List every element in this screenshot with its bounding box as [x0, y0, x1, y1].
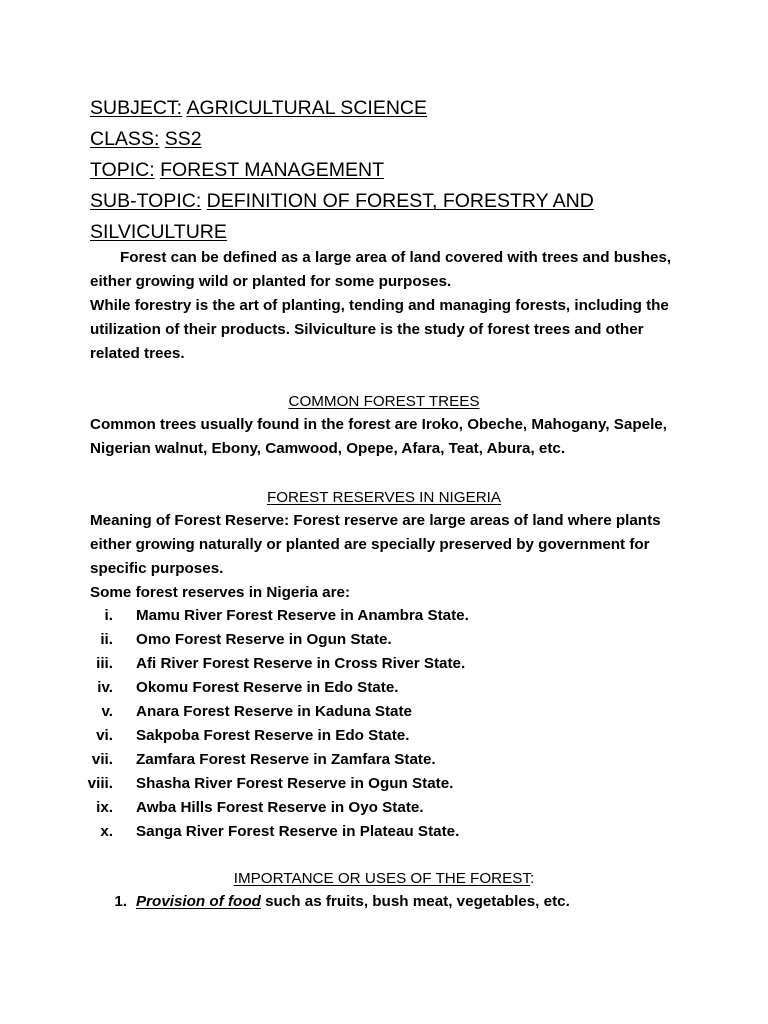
list-item-number: v. [101, 703, 113, 720]
subtopic-line-2 [90, 220, 227, 244]
importance-item-number: 1. [114, 893, 127, 910]
reserves-meaning: Meaning of Forest Reserve: Forest reserve are large areas of land where plants either growing naturally or planted are specially preserved by government for specific purposes. [90, 512, 661, 577]
importance-item-text: such as fruits, bush meat, vegetables, etc. [260, 893, 570, 910]
intro-paragraph-2: While forestry is the art of planting, tending and managing forests, including the utilization of their products. Silviculture is the study of forest trees and other related trees. [90, 297, 669, 362]
topic-label: TOPIC: [90, 159, 155, 181]
subtopic-value-line2: SILVICULTURE [90, 221, 227, 243]
list-item [0, 652, 768, 676]
list-item [0, 724, 768, 748]
importance-item-body [136, 890, 570, 914]
list-item [0, 748, 768, 772]
reserves-list [0, 604, 768, 844]
list-item-number: x. [100, 823, 113, 840]
importance-heading [0, 867, 768, 891]
list-item-number: viii. [87, 775, 113, 792]
list-item-number: ii. [100, 631, 113, 648]
reserves-heading-text: FOREST RESERVES IN NIGERIA [266, 489, 502, 506]
class-label: CLASS: [90, 128, 160, 150]
list-item [0, 676, 768, 700]
list-item [0, 604, 768, 628]
topic-value: FOREST MANAGEMENT [160, 159, 384, 181]
list-item-text: Afi River Forest Reserve in Cross River State. [136, 655, 466, 672]
importance-item-term: Provision of food [136, 893, 261, 910]
class-value: SS2 [164, 128, 202, 150]
topic-line [90, 158, 384, 182]
list-item-text: Omo Forest Reserve in Ogun State. [136, 631, 392, 648]
list-item-text: Okomu Forest Reserve in Edo State. [136, 679, 399, 696]
list-item-text: Sanga River Forest Reserve in Plateau State. [136, 823, 460, 840]
importance-heading-colon: : [529, 870, 535, 887]
list-item [0, 820, 768, 844]
importance-heading-text: IMPORTANCE OR USES OF THE FOREST [233, 870, 530, 887]
list-item [0, 628, 768, 652]
subject-line [90, 96, 427, 120]
subtopic-value-line1: DEFINITION OF FOREST, FORESTRY AND [206, 190, 594, 212]
list-item-number: ix. [96, 799, 113, 816]
list-item [0, 772, 768, 796]
list-item-text: Anara Forest Reserve in Kaduna State [136, 703, 413, 720]
list-item [0, 796, 768, 820]
list-item-text: Awba Hills Forest Reserve in Oyo State. [136, 799, 424, 816]
list-item-text: Shasha River Forest Reserve in Ogun State. [136, 775, 454, 792]
importance-list-item [0, 890, 768, 914]
subject-label: SUBJECT: [90, 97, 183, 119]
common-trees-heading-text: COMMON FOREST TREES [288, 393, 480, 410]
subtopic-label: SUB-TOPIC: [90, 190, 202, 212]
subject-value: AGRICULTURAL SCIENCE [186, 97, 427, 119]
list-item-text: Sakpoba Forest Reserve in Edo State. [136, 727, 410, 744]
common-trees-heading [0, 390, 768, 414]
list-item-number: i. [104, 607, 113, 624]
intro-paragraph-1: Forest can be defined as a large area of land covered with trees and bushes, either growing wild or planted for some purposes. [90, 249, 672, 290]
reserves-heading [0, 486, 768, 510]
list-item-text: Mamu River Forest Reserve in Anambra State. [136, 607, 469, 624]
list-item [0, 700, 768, 724]
subtopic-line [90, 189, 594, 213]
class-line [90, 127, 202, 151]
list-item-number: iii. [96, 655, 113, 672]
list-item-number: iv. [97, 679, 113, 696]
common-trees-text: Common trees usually found in the forest are Iroko, Obeche, Mahogany, Sapele, Nigerian walnut, Ebony, Camwood, Opepe, Afara, Teat, Abura, etc. [90, 416, 667, 457]
list-item-number: vii. [91, 751, 113, 768]
list-item-text: Zamfara Forest Reserve in Zamfara State. [136, 751, 436, 768]
reserves-intro: Some forest reserves in Nigeria are: [90, 584, 350, 601]
list-item-number: vi. [96, 727, 113, 744]
